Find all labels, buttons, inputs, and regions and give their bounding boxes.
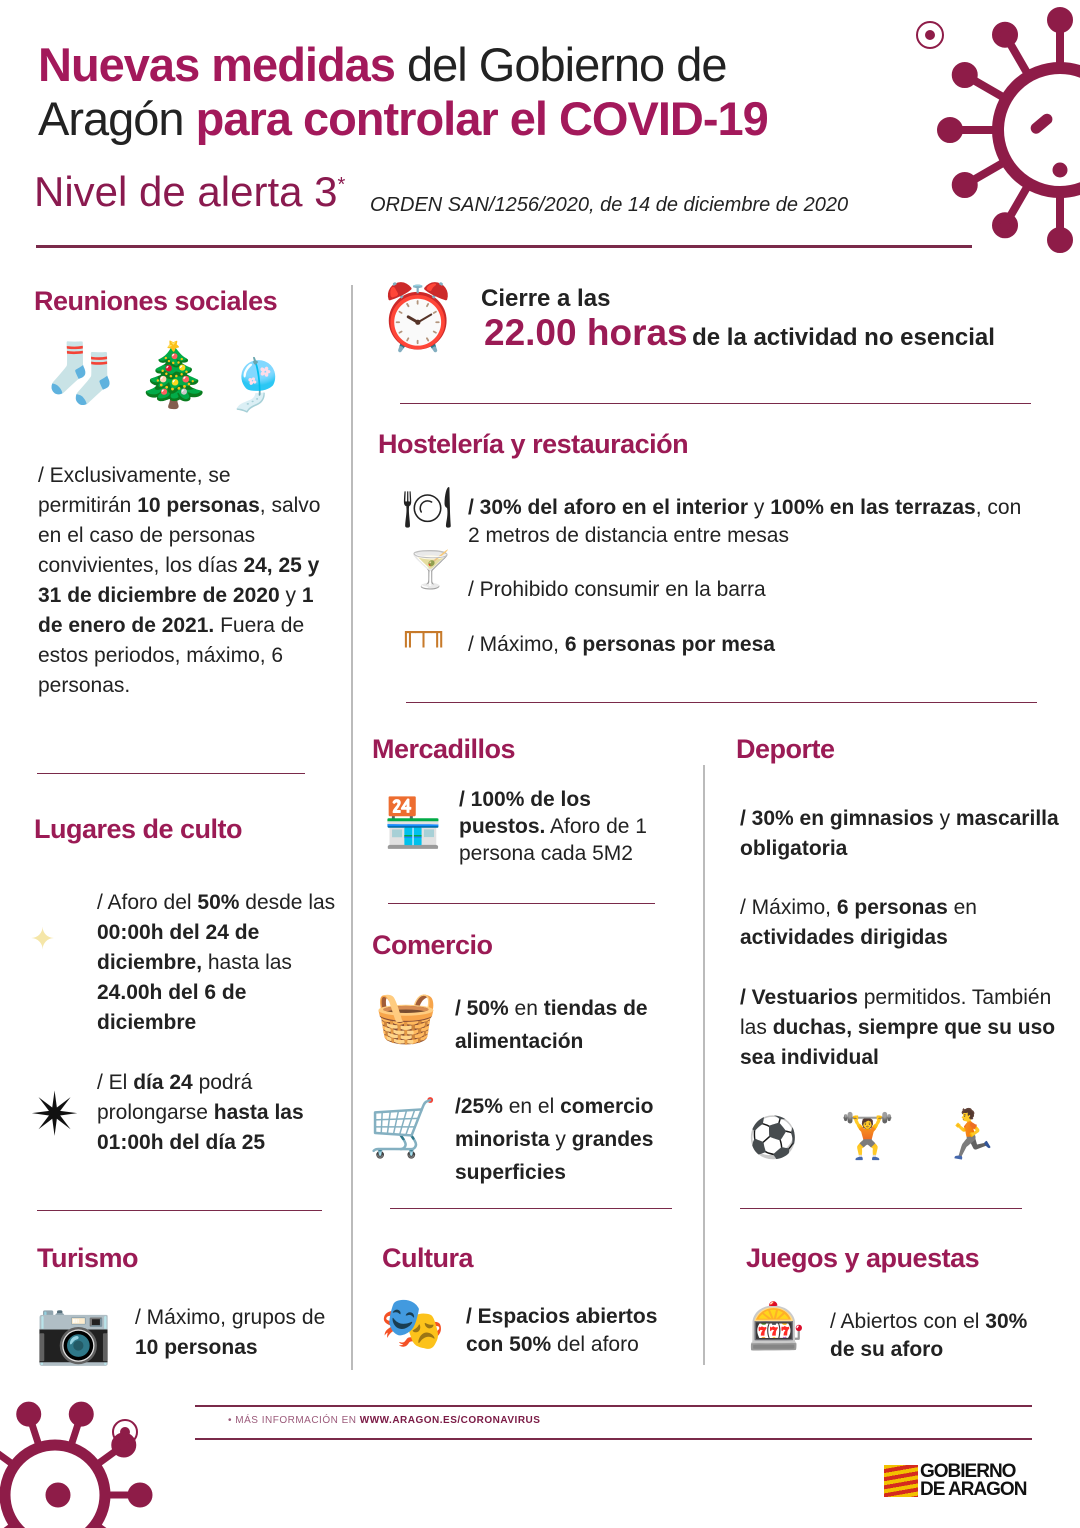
text: y <box>549 1128 572 1151</box>
text: Aragón <box>38 92 196 145</box>
candle-glow-icon: ✦ <box>30 923 56 956</box>
virus-spike-tip <box>941 121 959 139</box>
bold-text: 30% de su aforo <box>830 1310 1028 1361</box>
bold-text: 24.00h del 6 de diciembre <box>97 981 247 1034</box>
comercio-item <box>455 1090 695 1189</box>
star-icon: ✴ <box>30 1081 81 1148</box>
bold-text: 100% en las terrazas <box>770 496 976 519</box>
virus-spike-tip <box>72 1405 90 1423</box>
virus-icon <box>0 1405 149 1528</box>
text: del aforo <box>551 1333 639 1356</box>
virus-spike-tip <box>20 1405 38 1423</box>
text: • MÁS INFORMACIÓN EN <box>228 1415 360 1426</box>
bold-text: / 100% de los puestos. <box>459 788 591 838</box>
shopping-cart-icon: 🛒 <box>368 1096 438 1159</box>
bold-text: WWW.ARAGON.ES/CORONAVIRUS <box>359 1415 541 1426</box>
bold-text: 1 de enero de 2021. <box>38 584 314 637</box>
divider <box>37 1210 322 1211</box>
divider <box>400 403 1031 404</box>
turismo-text <box>135 1303 335 1363</box>
bold-text: 50% <box>197 891 240 914</box>
column-divider <box>351 285 353 1370</box>
gobierno-aragon-logo <box>884 1463 1026 1499</box>
bold-text: / 30% del aforo en el interior <box>468 496 749 519</box>
deporte-item <box>740 804 1060 864</box>
deporte-item <box>740 893 1060 953</box>
text: Fuera de estos periodos, máximo, 6 personas. <box>38 614 305 697</box>
virus-spike-tip <box>996 26 1014 44</box>
logo-line-1: GOBIERNO <box>920 1461 1016 1482</box>
divider <box>406 702 1037 703</box>
juegos-text <box>830 1308 1030 1364</box>
text: en <box>947 896 977 919</box>
alert-level <box>34 168 345 216</box>
alert-asterisk: * <box>337 174 346 196</box>
text: y <box>748 496 771 519</box>
reuniones-heading: Reuniones sociales <box>34 286 278 316</box>
cultura-heading: Cultura <box>382 1243 473 1273</box>
text: / Máximo, <box>740 896 837 919</box>
bold-text: 10 personas <box>137 494 260 517</box>
food-cloche-icon: 🍽 <box>402 486 453 530</box>
text: / El <box>97 1071 134 1094</box>
text: / Abiertos con el <box>830 1310 986 1333</box>
reuniones-text <box>38 461 328 701</box>
hosteleria-item <box>468 494 1038 550</box>
hosteleria-heading: Hostelería y restauración <box>378 429 689 459</box>
casino-chips-icon: 🎰 <box>748 1300 806 1352</box>
table-chairs-icon: ╓┬╖ <box>400 618 447 648</box>
logo-line-2: DE ARAGON <box>920 1479 1027 1500</box>
alarm-clock-icon: ⏰ <box>378 281 458 353</box>
virus-spike <box>0 1445 15 1466</box>
bold-text: mascarilla obligatoria <box>740 807 1059 860</box>
text: / Aforo del <box>97 891 198 914</box>
virus-spike-tip <box>1051 231 1069 249</box>
christmas-stocking-icon: 🧦 <box>45 341 118 406</box>
divider <box>388 903 655 904</box>
divider <box>195 1438 1032 1440</box>
deporte-item <box>740 983 1060 1073</box>
grocery-basket-icon: 🧺 <box>375 989 438 1045</box>
comercio-heading: Comercio <box>372 930 493 960</box>
text: y <box>279 584 302 607</box>
hosteleria-item <box>468 575 766 605</box>
text: hasta las <box>202 951 292 974</box>
divider <box>390 1208 672 1209</box>
culto-text-1 <box>97 888 347 1038</box>
bold-text: grandes superficies <box>455 1128 654 1184</box>
text: permitidos. También las <box>740 986 1052 1039</box>
bold-text: /25% <box>455 1095 503 1118</box>
bold-text: duchas, siempre que su uso sea individual <box>740 1016 1056 1069</box>
text: / Prohibido consumir en la barra <box>468 578 766 601</box>
bold-text: 00:00h del 24 de diciembre, <box>97 921 260 974</box>
virus-spike-tip <box>115 1436 133 1454</box>
bold-text: 6 personas por mesa <box>564 633 775 656</box>
virus-spike-tip <box>956 176 974 194</box>
text: , con 2 metros de distancia entre mesas <box>468 496 1022 547</box>
bold-text: 24, 25 y 31 de diciembre de 2020 <box>38 554 320 607</box>
camera-icon: 📷 <box>35 1298 113 1367</box>
text: desde las <box>239 891 336 914</box>
small-virus-icon <box>113 22 943 1444</box>
bold-text: / 50% <box>455 997 509 1020</box>
virus-spike-tip <box>131 1486 149 1504</box>
divider <box>740 1208 1022 1209</box>
culto-heading: Lugares de culto <box>34 814 243 844</box>
text: / Máximo, grupos de <box>135 1306 326 1329</box>
market-stall-icon: 🏪 <box>383 797 443 850</box>
christmas-tree-icon: 🎄 <box>135 341 213 410</box>
divider <box>195 1405 1032 1407</box>
virus-spike-tip <box>996 216 1014 234</box>
virus-spike <box>95 1524 123 1528</box>
text: / Exclusivamente, se permitirán <box>38 464 231 517</box>
culto-text-2 <box>97 1068 337 1158</box>
cultura-text <box>466 1303 696 1359</box>
alert-level-text: Nivel de alerta 3 <box>34 168 338 215</box>
bold-text: actividades dirigidas <box>740 926 948 949</box>
cierre-hour: 22.00 horas <box>484 312 688 353</box>
bold-text: comercio minorista <box>455 1095 654 1151</box>
bold-text: tiendas de alimentación <box>455 997 648 1053</box>
bold-text: / Espacios abiertos con 50% <box>466 1305 658 1356</box>
cierre-rest: de la actividad no esencial <box>692 324 995 351</box>
aragon-flag-icon <box>884 1465 918 1497</box>
text: en el <box>502 1095 561 1118</box>
juegos-heading: Juegos y apuestas <box>746 1243 980 1273</box>
theater-masks-icon: 🎭 <box>380 1295 445 1353</box>
title-line-1 <box>38 38 726 92</box>
cierre-line-1: Cierre a las <box>481 285 611 312</box>
title-line-2 <box>38 92 768 146</box>
deporte-heading: Deporte <box>736 734 835 764</box>
bold-text: hasta las 01:00h del día 25 <box>97 1101 304 1154</box>
order-reference: ORDEN SAN/1256/2020, de 14 de diciembre de 2020 <box>370 194 849 216</box>
mercadillos-heading: Mercadillos <box>372 734 516 764</box>
bold-text: día 24 <box>133 1071 193 1094</box>
mercadillos-text <box>459 786 679 867</box>
runner-icon: 🏃 <box>940 1109 1000 1162</box>
bold-text: para controlar el COVID-19 <box>195 92 768 145</box>
weightlifter-icon: 🏋 <box>840 1112 895 1161</box>
hosteleria-item <box>468 630 775 660</box>
bold-text: / Vestuarios <box>740 986 858 1009</box>
virus-spike <box>0 1524 15 1528</box>
virus-icon <box>941 11 1080 249</box>
turismo-heading: Turismo <box>37 1243 139 1273</box>
virus-spike-tip <box>1051 11 1069 29</box>
bold-text: 10 personas <box>135 1336 258 1359</box>
cierre-line-2 <box>484 312 995 354</box>
comercio-item <box>455 992 695 1058</box>
text: del Gobierno de <box>394 38 727 91</box>
virus-spike-tip <box>956 66 974 84</box>
more-info-link[interactable] <box>228 1415 540 1426</box>
christmas-ornaments-icon: 🎐 <box>225 357 288 413</box>
cocktail-icon: 🍸 <box>408 549 453 590</box>
text: / Máximo, <box>468 633 565 656</box>
divider <box>36 245 972 248</box>
text: , salvo en el caso de personas convivientes, los días <box>38 494 321 577</box>
bold-text: 6 personas <box>836 896 948 919</box>
text: en <box>508 997 544 1020</box>
text: Aforo de 1 persona cada 5M2 <box>459 815 647 865</box>
bold-text: / 30% en gimnasios <box>740 807 934 830</box>
soccer-ball-icon: ⚽ <box>748 1116 798 1160</box>
text: podrá prolongarse <box>97 1071 253 1124</box>
divider <box>37 773 305 774</box>
text: y <box>933 807 956 830</box>
column-divider <box>703 765 705 1365</box>
bold-text: Nuevas medidas <box>38 38 395 91</box>
